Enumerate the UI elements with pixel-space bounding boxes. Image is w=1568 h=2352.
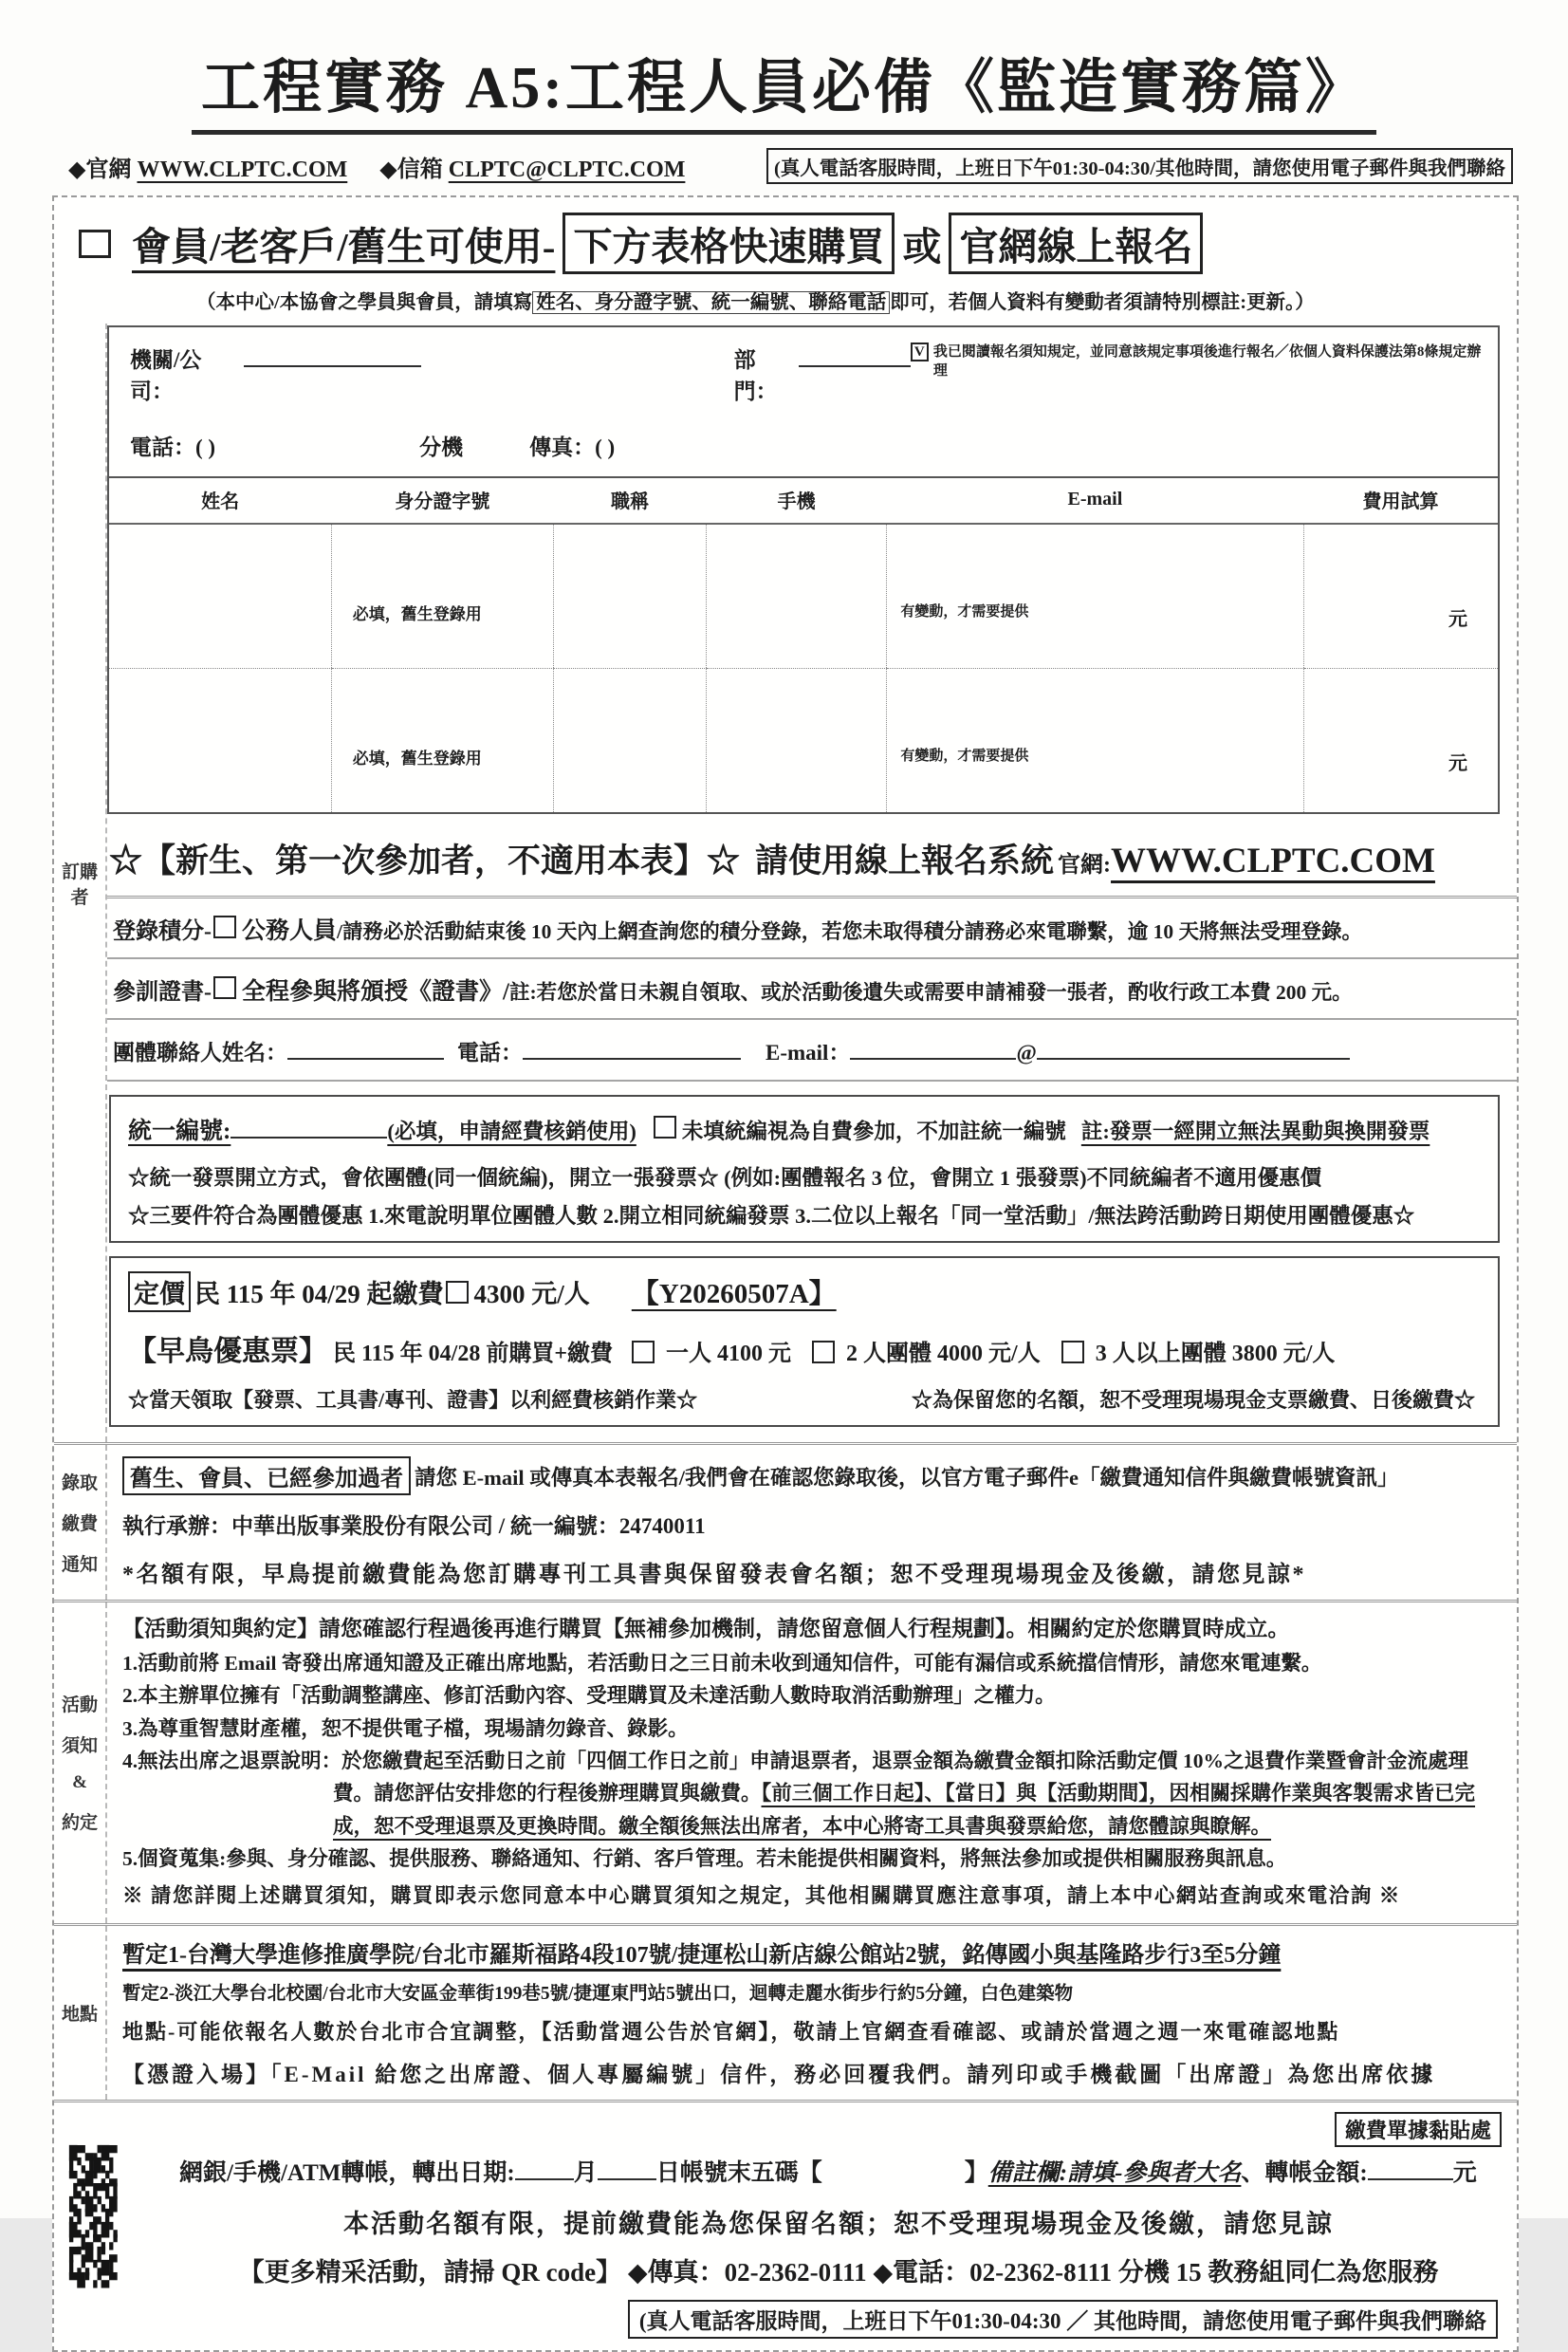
earlybird-2p-checkbox[interactable] [812, 1341, 835, 1363]
qr-code[interactable]: █▀▄▞█▀ ▌▚▐█▖▌ ▀▄█▘▞▄ ▐▞▖▛▜▐ ▙▝█▞▖█ ▞▌▀▄▐▘ █▖▞▌█▚ ▘▐▄▀▖▞ ▛▚█▐▘▄ ▌▞▖▚█▌ ▀█▘▞▄▀ [69, 2145, 118, 2289]
page-title: 工程實務 A5:工程人員必備《監造實務篇》 [192, 40, 1376, 135]
earlybird-option3: 3 人以上團體 3800 元/人 [1095, 1342, 1336, 1366]
taxid-box [109, 1095, 1500, 1243]
transfer-day-field[interactable] [598, 2156, 656, 2180]
rules-item2: 2.本主辦單位擁有「活動調整講座、修訂活動內容、受理購買及未達活動人數時取消活動辦理」之權力。 [122, 1684, 1056, 1708]
agree-row [911, 343, 1486, 381]
service-hours-footer-box: (真人電話客服時間，上班日下午01:30-04:30 ／ 其他時間，請您使用電子郵件與我們聯絡 [628, 2300, 1498, 2339]
enroll-side-label: 錄取 繳費 通知 [54, 1445, 107, 1600]
order-grid [54, 324, 1517, 1442]
rules-item4 [122, 1745, 1500, 1843]
note-suffix: 即可，若個人資料有變動者須請特別標註:更新。） [890, 292, 1315, 313]
cert-text: 註:若您於當日未親自領取、或於活動後遺失或需要申請補發一張者，酌收行政工本費 200 元。 [508, 981, 1353, 1004]
rules-footer: ※ 請您詳閱上述購買須知，購買即表示您同意本中心購買須知之規定，其他相關購買應注意事項，請上本中心網站查詢或來電洽詢 ※ [122, 1883, 1401, 1907]
invoice-note: 註:發票一經開立無法異動與換開發票 [1080, 1120, 1430, 1143]
price-tag: 定價 [128, 1271, 191, 1312]
price-amount: 4300 元/人 [473, 1280, 590, 1308]
enroll-line1-text: 請您 E-mail 或傳真本表報名/我們會在確認您錄取後，以官方電子郵件e「繳費通知信件與繳費帳號資訊」 [415, 1465, 1399, 1490]
cert-strong: 全程參與將頒授《證書》/ [242, 979, 509, 1005]
col-jobtitle: 職稱 [553, 477, 706, 524]
contact-email-field[interactable] [850, 1035, 1016, 1060]
cert-row [107, 959, 1517, 1020]
rules-side-label: 活動 須知 & 約定 [54, 1602, 107, 1923]
agree-checkbox[interactable]: V [911, 343, 929, 361]
month-label: 月 [573, 2159, 598, 2186]
col-email: E-mail [887, 477, 1303, 524]
earlybird-line [128, 1327, 1481, 1369]
heading-or: 或 [902, 225, 942, 269]
at-sign: @ [1016, 1041, 1037, 1065]
order-note [54, 276, 1517, 324]
returning-student-box: 舊生、會員、已經參加過者 [122, 1456, 411, 1495]
pricing-box [109, 1256, 1500, 1427]
meta-row [68, 148, 1513, 184]
amount-unit: 元 [1452, 2159, 1477, 2186]
name-cell[interactable] [109, 668, 331, 812]
reserve-note: ☆為保留您的名額，恕不受理現場現金支票繳費、日後繳費☆ [911, 1388, 1475, 1412]
org-row [109, 327, 1498, 407]
points-row [107, 898, 1517, 959]
taxid-line1 [128, 1112, 1481, 1146]
earlybird-option2: 2 人團體 4000 元/人 [846, 1342, 1041, 1366]
price-text: 民 115 年 04/29 起繳費 [194, 1280, 444, 1308]
public-servant-checkbox[interactable] [213, 916, 236, 938]
location-line2: 暫定2-淡江大學台北校園/台北市大安區金華街199巷5號/捷運東門站5號出口，迴轉走麗水街步行約5分鐘，白色建築物 [122, 1983, 1074, 2004]
earlybird-1p-checkbox[interactable] [632, 1341, 655, 1363]
taxid-field[interactable] [231, 1114, 387, 1139]
site-url-link[interactable]: WWW.CLPTC.COM [137, 157, 348, 182]
earlybird-text: 民 115 年 04/28 前購買+繳費 [333, 1342, 614, 1366]
price-notes [128, 1384, 1481, 1414]
contact-phone-field[interactable] [523, 1035, 741, 1060]
payment-section [54, 2100, 1517, 2350]
mail-meta [379, 150, 685, 183]
org-label: 機關/公司： [130, 348, 202, 403]
email-cell[interactable]: 有變動，才需要提供 [887, 668, 1303, 812]
earlybird-option1: 一人 4100 元 [666, 1342, 792, 1366]
dept-label: 部門： [733, 348, 778, 403]
mail-address-link[interactable]: CLPTC@CLPTC.COM [448, 157, 686, 182]
payment-line1 [179, 2154, 1498, 2188]
order-side-label: 訂購者 [54, 324, 107, 1442]
rules-content [107, 1602, 1517, 1923]
table-header-row [109, 477, 1498, 524]
location-section [54, 1923, 1517, 2100]
location-content [107, 1926, 1517, 2100]
col-fee: 費用試算 [1303, 477, 1498, 524]
group-contact-row [107, 1020, 1517, 1082]
org-field[interactable] [244, 343, 421, 367]
email-cell[interactable]: 有變動，才需要提供 [887, 524, 1303, 668]
rules-item4-plain: 4.無法出席之退票說明：於您繳費起至活動日之前「四個工作日之前」申請退票者，退票金額為繳費金額扣除活動定價 10%之退費作業暨會計金流處理費。請您評估安排您的行程後辦理購買與繳費。 [122, 1749, 1469, 1806]
location-line4: 【憑證入場】「E-Mail 給您之出席證、個人專屬編號」信件，務必回覆我們。請列印或手機截圖「出席證」為您出席依據 [122, 2062, 1436, 2086]
col-id: 身分證字號 [331, 477, 553, 524]
quick-buy-box: 下方表格快速購買 [563, 213, 895, 274]
memo-note: 備註欄:請填-參與者大名 [987, 2159, 1242, 2186]
col-name: 姓名 [109, 477, 331, 524]
newbie-site-url[interactable]: WWW.CLPTC.COM [1111, 842, 1435, 880]
online-signup-box: 官網線上報名 [949, 213, 1203, 274]
taxid-line2: ☆統一發票開立方式，會依團體(同一個統編)，開立一張發票☆ (例如:團體報名 3 位，會開立 1 張發票)不同統編者不適用優惠價 [128, 1166, 1322, 1190]
phone-label: 電話：( ) [130, 435, 216, 459]
taxid-label: 統一編號: [128, 1119, 231, 1144]
contact-email-label: E-mail： [766, 1041, 851, 1065]
id-cell[interactable]: 必填，舊生登錄用 [331, 668, 553, 812]
contact-name-label: 團體聯絡人姓名： [113, 1041, 287, 1065]
title-wrap [0, 0, 1568, 135]
order-content [107, 324, 1517, 1442]
order-section [54, 197, 1517, 1442]
note-prefix: （本中心/本協會之學員與會員，請填寫 [196, 292, 533, 313]
rules-section [54, 1600, 1517, 1923]
pickup-note: ☆當天領取【發票、工具書/專刊、證書】以利經費核銷作業☆ [128, 1388, 698, 1412]
transfer-label: 網銀/手機/ATM轉帳，轉出日期: [179, 2159, 515, 2186]
order-heading [54, 197, 1517, 276]
taxid-line3: ☆三要件符合為團體優惠 1.來電說明單位團體人數 2.開立相同統編發票 3.二位以上報名「同一堂活動」/無法跨活動跨日期使用團體優惠☆ [128, 1204, 1415, 1228]
amount-field[interactable] [1368, 2156, 1453, 2180]
no-taxid-checkbox[interactable] [654, 1116, 676, 1139]
earlybird-3p-checkbox[interactable] [1061, 1341, 1084, 1363]
course-code: 【Y20260507A】 [631, 1279, 837, 1309]
newbie-main: ☆【新生、第一次參加者，不適用本表】☆ [109, 843, 741, 880]
fee-cell[interactable]: 元 [1303, 524, 1498, 668]
list-price-checkbox[interactable] [446, 1281, 469, 1304]
contact-email-domain-field[interactable] [1037, 1035, 1350, 1060]
taxid-unfilled-text: 未填統編視為自費參加，不加註統一編號 [681, 1120, 1066, 1143]
table-row [109, 668, 1498, 812]
location-side-label: 地點 [54, 1926, 107, 2100]
payment-line2: 本活動名額有限，提前繳費能為您保留名額；恕不受理現場現金及後繳，請您見諒 [343, 2209, 1334, 2238]
mail-label: ◆信箱 [379, 157, 443, 182]
rules-item4-underline: 【前三個工作日起】、【當日】與【活動期間】，因相關採購作業與客製需求皆已完成，恕不受理退票及更換時間。繳全額後無法出席者，本中心將寄工具書與發票給您，請您體諒與瞭解。 [333, 1782, 1476, 1838]
earlybird-tag: 【早鳥優惠票】 [128, 1336, 327, 1367]
enroll-content [107, 1445, 1517, 1600]
form-main-box [52, 195, 1519, 2352]
location-line3: 地點-可能依報名人數於台北市合宜調整，【活動當週公告於官網】，敬請上官網查看確認、或請於當週之週一來電確認地點 [122, 2019, 1340, 2044]
enroll-section [54, 1442, 1517, 1600]
rules-item5: 5.個資蒐集:參與、身分確認、提供服務、聯絡通知、行銷、客戶管理。若未能提供相關資料，將無法參加或提供相關服務與訊息。 [122, 1847, 1287, 1871]
jobtitle-cell[interactable] [553, 668, 706, 812]
dept-field[interactable] [799, 343, 911, 367]
rules-item1: 1.活動前將 Email 寄發出席通知證及正確出席地點，若活動日之三日前未收到通知信件，可能有漏信或系統擋信情形，請您來電連繫。 [122, 1651, 1322, 1675]
receipt-paste-box: 繳費單據黏貼處 [1335, 2112, 1502, 2147]
table-row [109, 524, 1498, 668]
member-checkbox[interactable] [79, 230, 111, 258]
note-required-fields: 姓名、身分證字號、統一編號、聯絡電話 [532, 291, 890, 314]
newbie-note [107, 814, 1517, 898]
mobile-cell[interactable] [707, 524, 887, 668]
day-label: 日帳號末五碼【 [655, 2159, 822, 2186]
certificate-checkbox[interactable] [213, 976, 236, 999]
payment-line3: 【更多精采活動，請掃 QR code】 ◆傳真：02-2362-0111 ◆電話：02-2362-8111 分機 15 教務組同仁為您服務 [238, 2257, 1439, 2287]
enroll-line2: 執行承辦：中華出版事業股份有限公司 / 統一編號：24740011 [122, 1514, 706, 1538]
rules-title: 【活動須知與約定】請您確認行程過後再進行購買【無補參加機制，請您留意個人行程規劃】。相關約定於您購買時成立。 [122, 1617, 1290, 1640]
cert-label: 參訓證書- [113, 980, 212, 1005]
points-label: 登錄積分- [113, 919, 212, 944]
transfer-month-field[interactable] [515, 2156, 574, 2180]
points-text: /請務必於活動結束後 10 天內上網查詢您的積分登錄，若您未取得積分請務必來電聯繫，逾 10 天將無法受理登錄。 [337, 920, 1362, 943]
col-mobile: 手機 [707, 477, 887, 524]
contact-phone-label: 電話： [457, 1041, 523, 1065]
newbie-site-label: 官網: [1058, 853, 1112, 878]
jobtitle-cell[interactable] [553, 524, 706, 668]
site-meta [68, 150, 347, 183]
site-label: ◆官網 [68, 157, 132, 182]
amount-label: 、轉帳金額: [1241, 2159, 1368, 2186]
fax-label: 傳真：( ) [529, 435, 616, 459]
enroll-line3: *名額有限，早鳥提前繳費能為您訂購專刊工具書與保留發表會名額；恕不受理現場現金及後繳，請您見諒* [122, 1563, 1306, 1587]
newbie-action: 請使用線上報名系統 [755, 843, 1055, 880]
ext-label: 分機 [419, 435, 464, 459]
rules-item3: 3.為尊重智慧財產權，恕不提供電子檔，現場請勿錄音、錄影。 [122, 1716, 689, 1740]
fee-cell[interactable]: 元 [1303, 668, 1498, 812]
mobile-cell[interactable] [707, 668, 887, 812]
taxid-required-note: (必填，申請經費核銷使用) [387, 1120, 636, 1143]
bracket-close: 】 [964, 2159, 988, 2186]
registrant-box [107, 325, 1500, 814]
registrant-table [109, 476, 1498, 812]
price-line [128, 1271, 1481, 1312]
service-hours-box: (真人電話客服時間，上班日下午01:30-04:30/其他時間，請您使用電子郵件與我們聯絡 [766, 148, 1513, 184]
heading-prefix: 會員/老客戶/舊生可使用- [132, 225, 556, 269]
phone-row [109, 407, 1498, 476]
location-line1: 暫定1-台灣大學進修推廣學院/台北市羅斯福路4段107號/捷運松山新店線公館站2號，銘傳國小與基隆路步行3至5分鐘 [122, 1942, 1282, 1968]
contact-name-field[interactable] [287, 1035, 444, 1060]
points-strong: 公務人員 [242, 918, 338, 944]
enroll-line1 [122, 1456, 1503, 1495]
agree-text: 我已閱讀報名須知規定，並同意該規定事項後進行報名／依個人資料保護法第8條規定辦理 [932, 344, 1482, 380]
name-cell[interactable] [109, 524, 331, 668]
id-cell[interactable]: 必填，舊生登錄用 [331, 524, 553, 668]
